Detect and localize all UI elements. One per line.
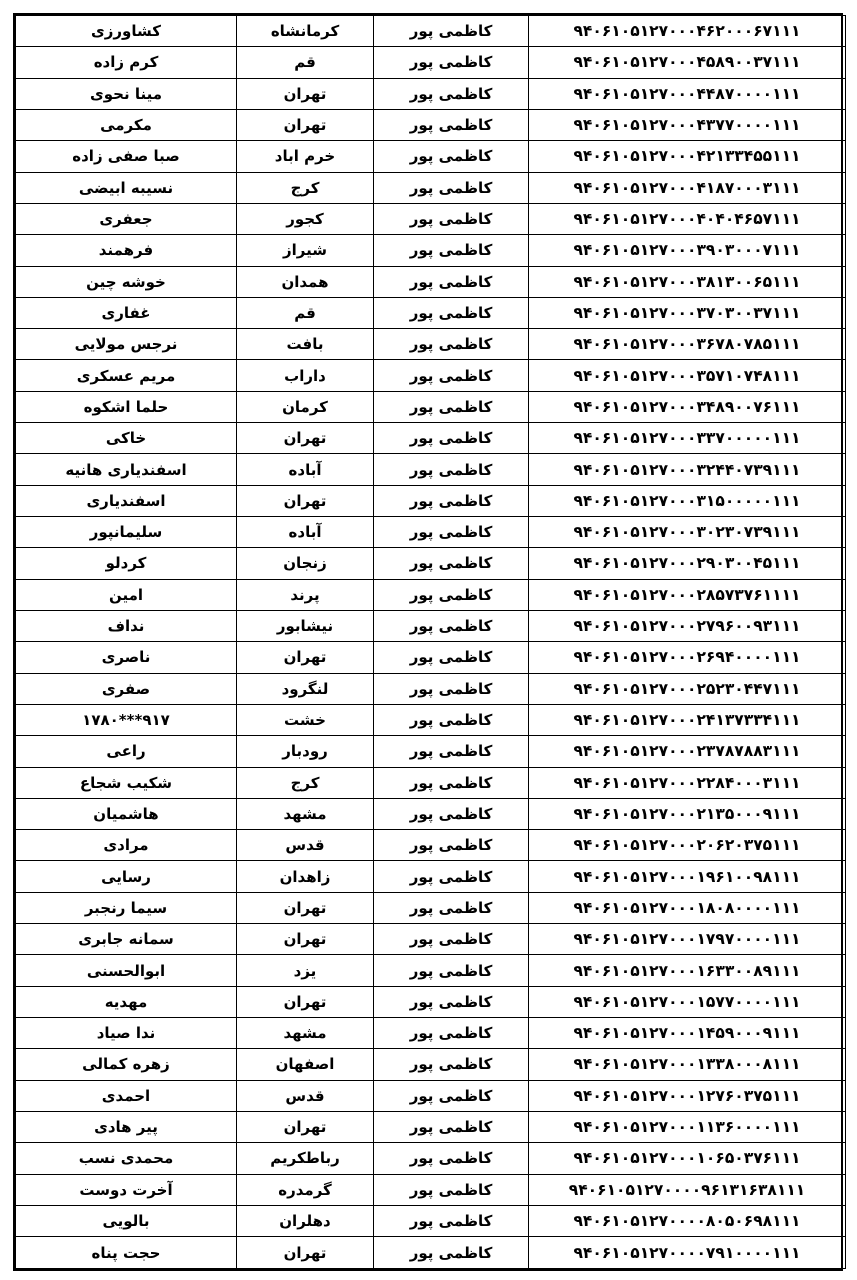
table-row [16,47,846,78]
name-cell: ندا صیاد [16,1018,237,1049]
person-cell: کاظمی پور [374,297,529,328]
person-cell: کاظمی پور [374,955,529,986]
name-cell: محمدی نسب [16,1143,237,1174]
name-cell: خوشه چین [16,266,237,297]
tracking-code-cell: ۹۴۰۶۱۰۵۱۲۷۰۰۰۳۴۸۹۰۰۷۶۱۱۱ [529,391,846,422]
tracking-code-cell: ۹۴۰۶۱۰۵۱۲۷۰۰۰۱۰۶۵۰۳۷۶۱۱۱ [529,1143,846,1174]
city-cell: بافت [237,329,374,360]
table-row [16,861,846,892]
table-row [16,642,846,673]
person-cell: کاظمی پور [374,736,529,767]
tracking-code-cell: ۹۴۰۶۱۰۵۱۲۷۰۰۰۳۸۱۳۰۰۶۵۱۱۱ [529,266,846,297]
city-cell: کرمانشاه [237,16,374,47]
person-cell: کاظمی پور [374,1080,529,1111]
tracking-code-cell: ۹۴۰۶۱۰۵۱۲۷۰۰۰۳۵۷۱۰۷۴۸۱۱۱ [529,360,846,391]
tracking-code-cell: ۹۴۰۶۱۰۵۱۲۷۰۰۰۳۷۰۳۰۰۳۷۱۱۱ [529,297,846,328]
city-cell: تهران [237,892,374,923]
city-cell: تهران [237,78,374,109]
tracking-code-cell: ۹۴۰۶۱۰۵۱۲۷۰۰۰۴۱۸۷۰۰۰۳۱۱۱ [529,172,846,203]
name-cell: غفاری [16,297,237,328]
name-cell: ابوالحسنی [16,955,237,986]
city-cell: تهران [237,986,374,1017]
table-row [16,924,846,955]
city-cell: قدس [237,830,374,861]
table-row [16,517,846,548]
table-row [16,1237,846,1269]
city-cell: تهران [237,1237,374,1269]
name-cell: جعفری [16,203,237,234]
tracking-code-cell: ۹۴۰۶۱۰۵۱۲۷۰۰۰۴۶۲۰۰۰۶۷۱۱۱ [529,16,846,47]
person-cell: کاظمی پور [374,579,529,610]
tracking-code-cell: ۹۴۰۶۱۰۵۱۲۷۰۰۰۱۳۳۸۰۰۰۸۱۱۱ [529,1049,846,1080]
table-row [16,203,846,234]
person-cell: کاظمی پور [374,861,529,892]
city-cell: تهران [237,642,374,673]
table-row [16,423,846,454]
name-cell: هاشمیان [16,798,237,829]
table-row [16,16,846,47]
name-cell: صفری [16,673,237,704]
tracking-code-cell: ۹۴۰۶۱۰۵۱۲۷۰۰۰۲۰۶۲۰۳۷۵۱۱۱ [529,830,846,861]
city-cell: گرمدره [237,1174,374,1205]
city-cell: کرج [237,767,374,798]
name-cell: کشاورزی [16,16,237,47]
city-cell: تهران [237,924,374,955]
name-cell: رسایی [16,861,237,892]
city-cell: یزد [237,955,374,986]
tracking-code-cell: ۹۴۰۶۱۰۵۱۲۷۰۰۰۴۲۱۳۳۴۵۵۱۱۱ [529,141,846,172]
tracking-code-cell: ۹۴۰۶۱۰۵۱۲۷۰۰۰۲۱۳۵۰۰۰۹۱۱۱ [529,798,846,829]
city-cell: لنگرود [237,673,374,704]
tracking-code-cell: ۹۴۰۶۱۰۵۱۲۷۰۰۰۲۳۷۸۷۸۸۳۱۱۱ [529,736,846,767]
table-row [16,109,846,140]
tracking-code-cell: ۹۴۰۶۱۰۵۱۲۷۰۰۰۳۰۲۳۰۷۳۹۱۱۱ [529,517,846,548]
city-cell: اصفهان [237,1049,374,1080]
person-cell: کاظمی پور [374,47,529,78]
person-cell: کاظمی پور [374,642,529,673]
name-cell: زهره کمالی [16,1049,237,1080]
person-cell: کاظمی پور [374,1018,529,1049]
table-row [16,579,846,610]
person-cell: کاظمی پور [374,109,529,140]
table-row [16,736,846,767]
table-row [16,704,846,735]
city-cell: زنجان [237,548,374,579]
person-cell: کاظمی پور [374,203,529,234]
name-cell: شکیب شجاع [16,767,237,798]
person-cell: کاظمی پور [374,610,529,641]
tracking-code-cell: ۹۴۰۶۱۰۵۱۲۷۰۰۰۲۲۸۴۰۰۰۳۱۱۱ [529,767,846,798]
tracking-code-cell: ۹۴۰۶۱۰۵۱۲۷۰۰۰۰۹۶۱۳۱۶۳۸۱۱۱ [529,1174,846,1205]
table-row [16,1143,846,1174]
name-cell: مهدیه [16,986,237,1017]
person-cell: کاظمی پور [374,798,529,829]
city-cell: قدس [237,1080,374,1111]
person-cell: کاظمی پور [374,986,529,1017]
table-row [16,673,846,704]
tracking-code-cell: ۹۴۰۶۱۰۵۱۲۷۰۰۰۳۳۷۰۰۰۰۰۱۱۱ [529,423,846,454]
person-cell: کاظمی پور [374,1111,529,1142]
city-cell: رباطکریم [237,1143,374,1174]
name-cell: خاکی [16,423,237,454]
name-cell: کردلو [16,548,237,579]
name-cell: بالویی [16,1205,237,1236]
person-cell: کاظمی پور [374,1174,529,1205]
name-cell: نرجس مولایی [16,329,237,360]
name-cell: حجت پناه [16,1237,237,1269]
table-row [16,1049,846,1080]
city-cell: خرم اباد [237,141,374,172]
table-row [16,798,846,829]
table-row [16,767,846,798]
person-cell: کاظمی پور [374,1237,529,1269]
city-cell: کجور [237,203,374,234]
name-cell: حلما اشکوه [16,391,237,422]
tracking-code-cell: ۹۴۰۶۱۰۵۱۲۷۰۰۰۳۶۷۸۰۷۸۵۱۱۱ [529,329,846,360]
records-table [15,15,846,1269]
table-row [16,266,846,297]
name-cell: مکرمی [16,109,237,140]
person-cell: کاظمی پور [374,235,529,266]
tracking-code-cell: ۹۴۰۶۱۰۵۱۲۷۰۰۰۳۱۵۰۰۰۰۰۱۱۱ [529,485,846,516]
city-cell: آباده [237,454,374,485]
table-row [16,1018,846,1049]
name-cell: صبا صفی زاده [16,141,237,172]
person-cell: کاظمی پور [374,391,529,422]
city-cell: تهران [237,1111,374,1142]
city-cell: زاهدان [237,861,374,892]
table-row [16,1205,846,1236]
person-cell: کاظمی پور [374,704,529,735]
tracking-code-cell: ۹۴۰۶۱۰۵۱۲۷۰۰۰۰۷۹۱۰۰۰۰۱۱۱ [529,1237,846,1269]
city-cell: کرج [237,172,374,203]
tracking-code-cell: ۹۴۰۶۱۰۵۱۲۷۰۰۰۳۲۴۴۰۷۳۹۱۱۱ [529,454,846,485]
person-cell: کاظمی پور [374,16,529,47]
records-sheet [13,13,843,1271]
name-cell: فرهمند [16,235,237,266]
name-cell: مرادی [16,830,237,861]
name-cell: آخرت دوست [16,1174,237,1205]
city-cell: مشهد [237,1018,374,1049]
tracking-code-cell: ۹۴۰۶۱۰۵۱۲۷۰۰۰۱۷۹۷۰۰۰۰۱۱۱ [529,924,846,955]
person-cell: کاظمی پور [374,423,529,454]
tracking-code-cell: ۹۴۰۶۱۰۵۱۲۷۰۰۰۰۸۰۵۰۶۹۸۱۱۱ [529,1205,846,1236]
person-cell: کاظمی پور [374,266,529,297]
name-cell: ناصری [16,642,237,673]
records-table-body [16,16,846,1269]
tracking-code-cell: ۹۴۰۶۱۰۵۱۲۷۰۰۰۲۵۲۳۰۴۴۷۱۱۱ [529,673,846,704]
table-row [16,830,846,861]
city-cell: تهران [237,109,374,140]
table-row [16,172,846,203]
table-row [16,485,846,516]
tracking-code-cell: ۹۴۰۶۱۰۵۱۲۷۰۰۰۱۸۰۸۰۰۰۰۱۱۱ [529,892,846,923]
person-cell: کاظمی پور [374,767,529,798]
table-row [16,297,846,328]
table-row [16,1080,846,1111]
table-row [16,548,846,579]
person-cell: کاظمی پور [374,830,529,861]
tracking-code-cell: ۹۴۰۶۱۰۵۱۲۷۰۰۰۲۶۹۴۰۰۰۰۱۱۱ [529,642,846,673]
person-cell: کاظمی پور [374,924,529,955]
person-cell: کاظمی پور [374,360,529,391]
table-row [16,141,846,172]
city-cell: نیشابور [237,610,374,641]
table-row [16,1111,846,1142]
city-cell: تهران [237,485,374,516]
name-cell: احمدی [16,1080,237,1111]
tracking-code-cell: ۹۴۰۶۱۰۵۱۲۷۰۰۰۲۹۰۳۰۰۴۵۱۱۱ [529,548,846,579]
table-row [16,329,846,360]
name-cell: پیر هادی [16,1111,237,1142]
tracking-code-cell: ۹۴۰۶۱۰۵۱۲۷۰۰۰۴۵۸۹۰۰۳۷۱۱۱ [529,47,846,78]
name-cell: امین [16,579,237,610]
tracking-code-cell: ۹۴۰۶۱۰۵۱۲۷۰۰۰۱۴۵۹۰۰۰۹۱۱۱ [529,1018,846,1049]
city-cell: خشت [237,704,374,735]
person-cell: کاظمی پور [374,1049,529,1080]
name-cell: نسیبه ابیضی [16,172,237,203]
person-cell: کاظمی پور [374,329,529,360]
city-cell: شیراز [237,235,374,266]
city-cell: مشهد [237,798,374,829]
name-cell: سیما رنجبر [16,892,237,923]
tracking-code-cell: ۹۴۰۶۱۰۵۱۲۷۰۰۰۲۴۱۳۷۳۳۴۱۱۱ [529,704,846,735]
tracking-code-cell: ۹۴۰۶۱۰۵۱۲۷۰۰۰۱۶۳۳۰۰۸۹۱۱۱ [529,955,846,986]
tracking-code-cell: ۹۴۰۶۱۰۵۱۲۷۰۰۰۴۳۷۷۰۰۰۰۱۱۱ [529,109,846,140]
person-cell: کاظمی پور [374,1143,529,1174]
city-cell: قم [237,47,374,78]
tracking-code-cell: ۹۴۰۶۱۰۵۱۲۷۰۰۰۴۴۸۷۰۰۰۰۱۱۱ [529,78,846,109]
tracking-code-cell: ۹۴۰۶۱۰۵۱۲۷۰۰۰۳۹۰۳۰۰۰۷۱۱۱ [529,235,846,266]
tracking-code-cell: ۹۴۰۶۱۰۵۱۲۷۰۰۰۱۲۷۶۰۳۷۵۱۱۱ [529,1080,846,1111]
person-cell: کاظمی پور [374,78,529,109]
city-cell: همدان [237,266,374,297]
city-cell: داراب [237,360,374,391]
person-cell: کاظمی پور [374,548,529,579]
city-cell: پرند [237,579,374,610]
table-row [16,78,846,109]
person-cell: کاظمی پور [374,485,529,516]
table-row [16,454,846,485]
name-cell: اسفندیاری هانیه [16,454,237,485]
table-row [16,955,846,986]
name-cell: مینا نحوی [16,78,237,109]
table-row [16,892,846,923]
table-row [16,235,846,266]
person-cell: کاظمی پور [374,517,529,548]
tracking-code-cell: ۹۴۰۶۱۰۵۱۲۷۰۰۰۱۵۷۷۰۰۰۰۱۱۱ [529,986,846,1017]
person-cell: کاظمی پور [374,141,529,172]
tracking-code-cell: ۹۴۰۶۱۰۵۱۲۷۰۰۰۲۸۵۷۳۷۶۱۱۱۱ [529,579,846,610]
city-cell: رودبار [237,736,374,767]
table-row [16,360,846,391]
person-cell: کاظمی پور [374,1205,529,1236]
tracking-code-cell: ۹۴۰۶۱۰۵۱۲۷۰۰۰۲۷۹۶۰۰۹۳۱۱۱ [529,610,846,641]
city-cell: دهلران [237,1205,374,1236]
name-cell: اسفندیاری [16,485,237,516]
name-cell: کرم زاده [16,47,237,78]
city-cell: کرمان [237,391,374,422]
name-cell: سمانه جابری [16,924,237,955]
name-cell: ۹۱۷***۱۷۸۰ [16,704,237,735]
tracking-code-cell: ۹۴۰۶۱۰۵۱۲۷۰۰۰۴۰۴۰۴۶۵۷۱۱۱ [529,203,846,234]
tracking-code-cell: ۹۴۰۶۱۰۵۱۲۷۰۰۰۱۹۶۱۰۰۹۸۱۱۱ [529,861,846,892]
table-row [16,391,846,422]
person-cell: کاظمی پور [374,454,529,485]
city-cell: قم [237,297,374,328]
name-cell: سلیمانپور [16,517,237,548]
table-row [16,1174,846,1205]
person-cell: کاظمی پور [374,892,529,923]
city-cell: تهران [237,423,374,454]
name-cell: نداف [16,610,237,641]
name-cell: مریم عسکری [16,360,237,391]
person-cell: کاظمی پور [374,172,529,203]
table-row [16,986,846,1017]
city-cell: آباده [237,517,374,548]
name-cell: راعی [16,736,237,767]
tracking-code-cell: ۹۴۰۶۱۰۵۱۲۷۰۰۰۱۱۳۶۰۰۰۰۱۱۱ [529,1111,846,1142]
table-row [16,610,846,641]
person-cell: کاظمی پور [374,673,529,704]
